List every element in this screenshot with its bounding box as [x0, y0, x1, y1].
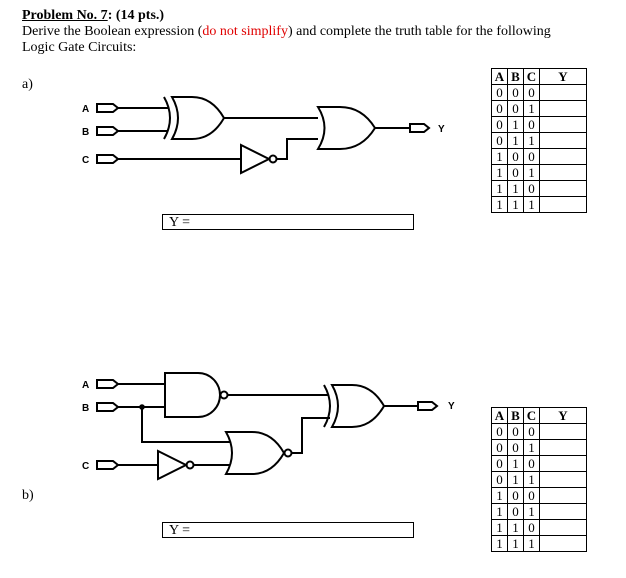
label-input-a: A — [82, 104, 90, 115]
output-cell[interactable] — [540, 424, 587, 440]
input-cell: 1 — [508, 472, 524, 488]
input-cell: 0 — [492, 117, 508, 133]
input-cell: 1 — [492, 197, 508, 213]
table-row — [492, 181, 587, 197]
input-cell: 1 — [492, 488, 508, 504]
input-cell: 0 — [508, 504, 524, 520]
output-cell[interactable] — [540, 85, 587, 101]
input-cell: 0 — [492, 85, 508, 101]
input-cell: 1 — [508, 117, 524, 133]
output-y-connector — [410, 124, 429, 132]
input-cell: 1 — [492, 165, 508, 181]
table-row — [492, 197, 587, 213]
wire-nor-out — [292, 418, 330, 453]
input-cell: 0 — [508, 149, 524, 165]
label-input-b: B — [82, 127, 90, 138]
table-row — [492, 456, 587, 472]
input-cell: 0 — [508, 440, 524, 456]
input-cell: 1 — [492, 536, 508, 552]
not-gate-b — [158, 451, 194, 479]
nor-gate-b — [226, 432, 292, 474]
xor-gate-b — [324, 385, 384, 427]
table-row — [492, 101, 587, 117]
output-cell[interactable] — [540, 504, 587, 520]
input-cell: 1 — [524, 197, 540, 213]
table-header-row — [492, 69, 587, 85]
input-cell: 0 — [524, 488, 540, 504]
input-cell: 1 — [508, 536, 524, 552]
column-header-y: Y — [540, 69, 587, 85]
input-cell: 0 — [492, 472, 508, 488]
column-header-a: A — [492, 408, 508, 424]
junction-dot — [139, 404, 145, 410]
input-cell: 0 — [508, 85, 524, 101]
input-cell: 1 — [492, 520, 508, 536]
label-input-c-b: C — [82, 461, 90, 472]
or-gate-a — [318, 107, 375, 149]
output-cell[interactable] — [540, 440, 587, 456]
label-input-a-b: A — [82, 380, 90, 391]
wire-b-branch — [142, 407, 230, 442]
input-cell: 0 — [524, 520, 540, 536]
table-row — [492, 472, 587, 488]
input-a-connector-b — [97, 380, 118, 388]
output-cell[interactable] — [540, 197, 587, 213]
input-cell: 0 — [492, 440, 508, 456]
answer-field-a[interactable]: Y = — [162, 214, 414, 230]
input-cell: 0 — [524, 117, 540, 133]
output-y-connector-b — [418, 402, 437, 410]
input-cell: 0 — [524, 85, 540, 101]
input-cell: 1 — [508, 456, 524, 472]
output-cell[interactable] — [540, 117, 587, 133]
nand-gate-b — [165, 373, 228, 417]
input-cell: 1 — [524, 472, 540, 488]
wire-not-out — [277, 139, 318, 159]
output-cell[interactable] — [540, 133, 587, 149]
do-not-simplify-note: do not simplify — [202, 24, 288, 39]
input-cell: 1 — [508, 181, 524, 197]
input-b-connector-b — [97, 403, 118, 411]
label-input-c: C — [82, 155, 90, 166]
output-cell[interactable] — [540, 520, 587, 536]
output-cell[interactable] — [540, 456, 587, 472]
table-row — [492, 424, 587, 440]
column-header-c: C — [524, 69, 540, 85]
instructions-line-1: Derive the Boolean expression (do not simplify) and complete the truth table for the following — [22, 24, 551, 39]
input-cell: 0 — [492, 133, 508, 149]
output-cell[interactable] — [540, 181, 587, 197]
table-row — [492, 133, 587, 149]
input-cell: 0 — [508, 488, 524, 504]
input-cell: 1 — [524, 440, 540, 456]
input-cell: 0 — [508, 165, 524, 181]
truth-table-b — [491, 407, 587, 552]
input-cell: 1 — [508, 197, 524, 213]
table-row — [492, 85, 587, 101]
table-row — [492, 536, 587, 552]
input-cell: 1 — [492, 181, 508, 197]
output-cell[interactable] — [540, 536, 587, 552]
output-cell[interactable] — [540, 472, 587, 488]
column-header-a: A — [492, 69, 508, 85]
xor-gate-a — [164, 97, 224, 139]
input-cell: 0 — [508, 424, 524, 440]
not-gate-a — [241, 145, 277, 173]
label-output-y-b: Y — [448, 401, 455, 412]
input-b-connector — [97, 127, 118, 135]
column-header-b: B — [508, 408, 524, 424]
input-a-connector — [97, 104, 118, 112]
input-c-connector-b — [97, 461, 118, 469]
input-cell: 0 — [508, 101, 524, 117]
part-b-label: b) — [22, 488, 34, 503]
input-cell: 0 — [524, 456, 540, 472]
table-row — [492, 117, 587, 133]
table-row — [492, 488, 587, 504]
column-header-b: B — [508, 69, 524, 85]
label-input-b-b: B — [82, 403, 90, 414]
column-header-y: Y — [540, 408, 587, 424]
column-header-c: C — [524, 408, 540, 424]
instructions-line-2: Logic Gate Circuits: — [22, 40, 137, 55]
input-cell: 0 — [524, 149, 540, 165]
table-header-row — [492, 408, 587, 424]
table-row — [492, 440, 587, 456]
input-cell: 1 — [492, 504, 508, 520]
output-cell[interactable] — [540, 165, 587, 181]
input-cell: 1 — [524, 536, 540, 552]
input-cell: 0 — [524, 424, 540, 440]
input-cell: 1 — [524, 504, 540, 520]
problem-title: Problem No. 7: (14 pts.) — [22, 8, 165, 23]
label-output-y: Y — [438, 124, 445, 135]
truth-table-a — [491, 68, 587, 213]
input-cell: 1 — [524, 133, 540, 149]
input-cell: 1 — [508, 520, 524, 536]
table-row — [492, 520, 587, 536]
part-a-label: a) — [22, 77, 33, 92]
input-cell: 0 — [492, 456, 508, 472]
input-cell: 1 — [524, 101, 540, 117]
input-cell: 1 — [524, 165, 540, 181]
table-row — [492, 504, 587, 520]
input-cell: 0 — [524, 181, 540, 197]
input-cell: 1 — [508, 133, 524, 149]
output-cell[interactable] — [540, 488, 587, 504]
input-c-connector — [97, 155, 118, 163]
table-row — [492, 165, 587, 181]
input-cell: 1 — [492, 149, 508, 165]
answer-field-b[interactable]: Y = — [162, 522, 414, 538]
output-cell[interactable] — [540, 101, 587, 117]
input-cell: 0 — [492, 424, 508, 440]
input-cell: 0 — [492, 101, 508, 117]
table-row — [492, 149, 587, 165]
output-cell[interactable] — [540, 149, 587, 165]
